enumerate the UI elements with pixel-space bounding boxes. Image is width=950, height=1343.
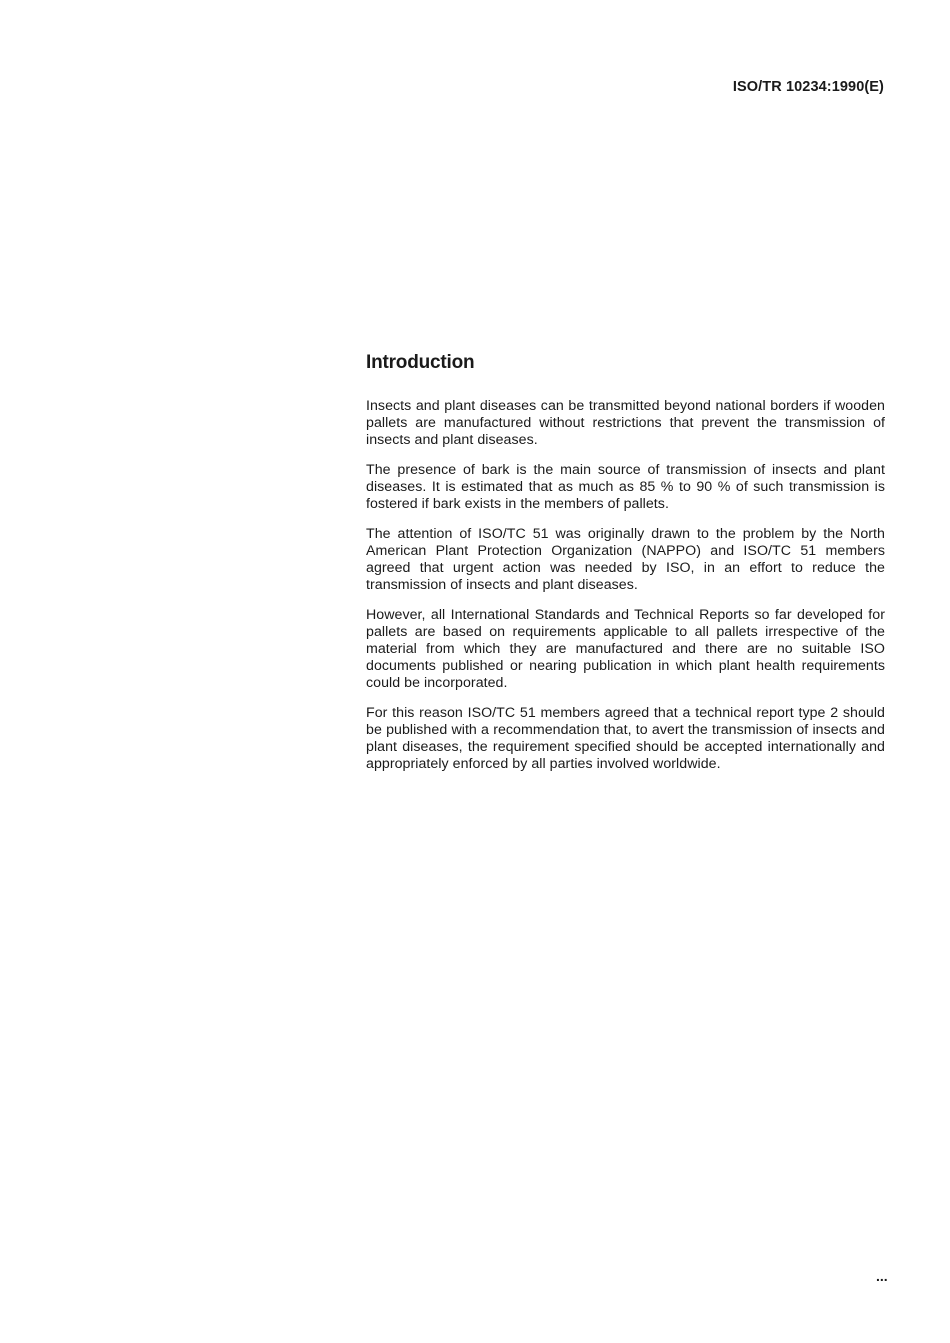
section-title: Introduction [366, 352, 475, 373]
introduction-section [366, 352, 885, 786]
paragraph: The presence of bark is the main source of transmission of insects and plant diseases. It is estimated that as much as 85 % to 90 % of such transmission is fostered if bark exists in the members of pallets. [366, 462, 885, 512]
paragraph: The attention of ISO/TC 51 was originally drawn to the problem by the North American Plant Protection Organization (NAPPO) and ISO/TC 51 members agreed that urgent action was needed by ISO, in an effort to reduce the transmission of insects and plant diseases. [366, 526, 885, 593]
continuation-mark: ... [876, 1268, 888, 1284]
paragraph: For this reason ISO/TC 51 members agreed that a technical report type 2 should be published with a recommendation that, to avert the transmission of insects and plant diseases, the requirement specified should be accepted internationally and appropriately enforced by all parties involved worldwide. [366, 705, 885, 772]
paragraph: Insects and plant diseases can be transmitted beyond national borders if wooden pallets are manufactured without restrictions that prevent the transmission of insects and plant diseases. [366, 398, 885, 448]
paragraph: However, all International Standards and Technical Reports so far developed for pallets are based on requirements applicable to all pallets irrespective of the material from which they are manufactured and there are no suitable ISO documents published or nearing publication in which plant health requirements could be incorporated. [366, 607, 885, 691]
document-id: ISO/TR 10234:1990(E) [732, 79, 884, 95]
